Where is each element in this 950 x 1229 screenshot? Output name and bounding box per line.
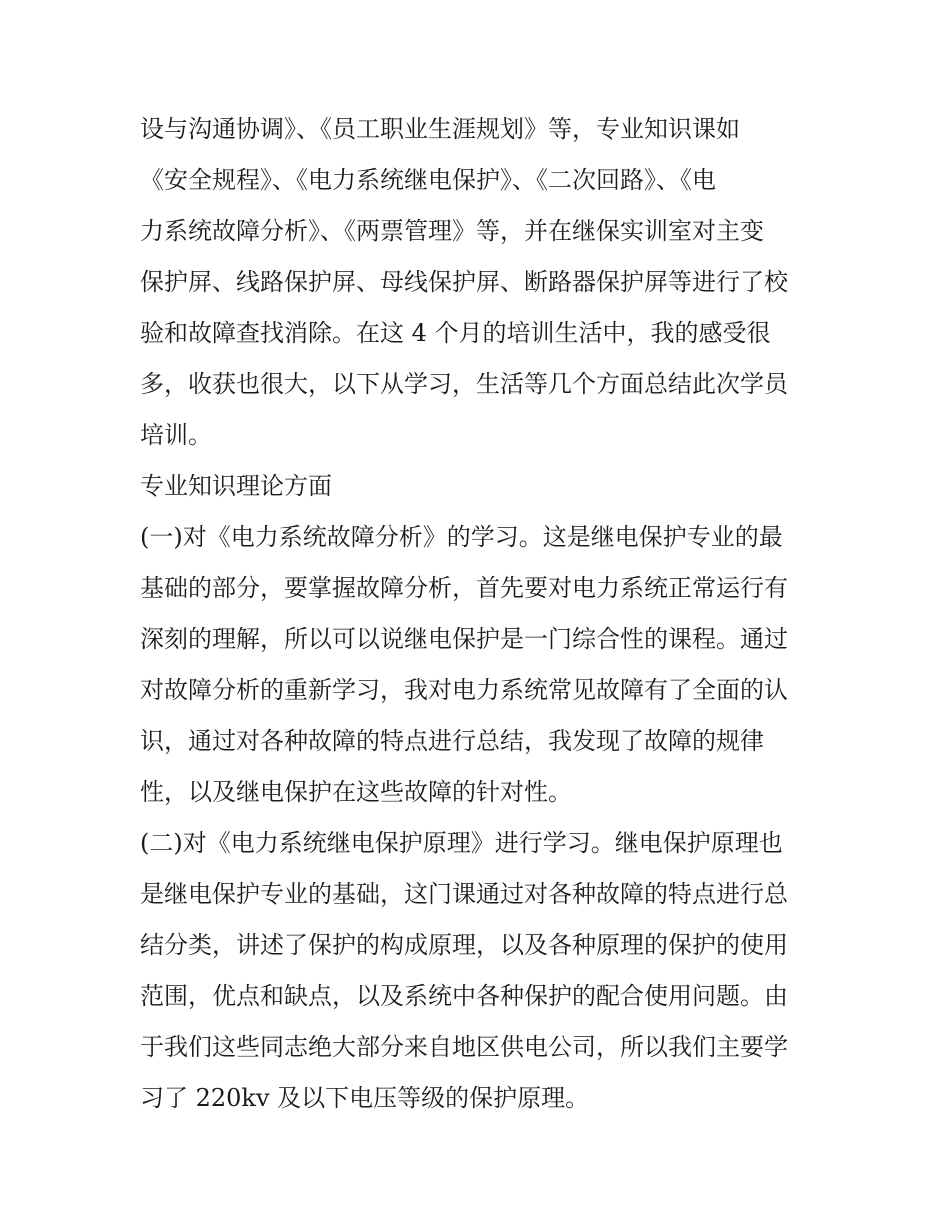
text-line: 力系统故障分析》、《两票管理》等，并在继保实训室对主变 bbox=[140, 217, 764, 245]
text-line: 培训。 bbox=[140, 421, 212, 449]
text-line: (一)对《电力系统故障分析》的学习。这是继电保护专业的最 bbox=[140, 523, 783, 551]
text-line: 《安全规程》、《电力系统继电保护》、《二次回路》、《电 bbox=[140, 166, 716, 194]
document-body bbox=[140, 104, 812, 1124]
text-line: 基础的部分，要掌握故障分析，首先要对电力系统正常运行有 bbox=[140, 574, 788, 602]
text-line: (二)对《电力系统继电保护原理》进行学习。继电保护原理也 bbox=[140, 829, 783, 857]
text-line: 深刻的理解，所以可以说继电保护是一门综合性的课程。通过 bbox=[140, 625, 788, 653]
text-line: 多，收获也很大，以下从学习，生活等几个方面总结此次学员 bbox=[140, 370, 788, 398]
text-line: 习了 220kv 及以下电压等级的保护原理。 bbox=[140, 1084, 590, 1112]
text-line: 性，以及继电保护在这些故障的针对性。 bbox=[140, 778, 572, 806]
text-line: 于我们这些同志绝大部分来自地区供电公司，所以我们主要学 bbox=[140, 1033, 788, 1061]
text-line: 验和故障查找消除。在这 4 个月的培训生活中，我的感受很 bbox=[140, 319, 771, 347]
text-line: 范围，优点和缺点，以及系统中各种保护的配合使用问题。由 bbox=[140, 982, 788, 1010]
text-line: 对故障分析的重新学习，我对电力系统常见故障有了全面的认 bbox=[140, 676, 788, 704]
text-line: 设与沟通协调》、《员工职业生涯规划》等，专业知识课如 bbox=[140, 115, 740, 143]
text-line: 结分类，讲述了保护的构成原理，以及各种原理的保护的使用 bbox=[140, 931, 788, 959]
text-line: 是继电保护专业的基础，这门课通过对各种故障的特点进行总 bbox=[140, 880, 788, 908]
text-line: 识，通过对各种故障的特点进行总结，我发现了故障的规律 bbox=[140, 727, 764, 755]
section-heading: 专业知识理论方面 bbox=[140, 472, 332, 500]
text-line: 保护屏、线路保护屏、母线保护屏、断路器保护屏等进行了校 bbox=[140, 268, 788, 296]
